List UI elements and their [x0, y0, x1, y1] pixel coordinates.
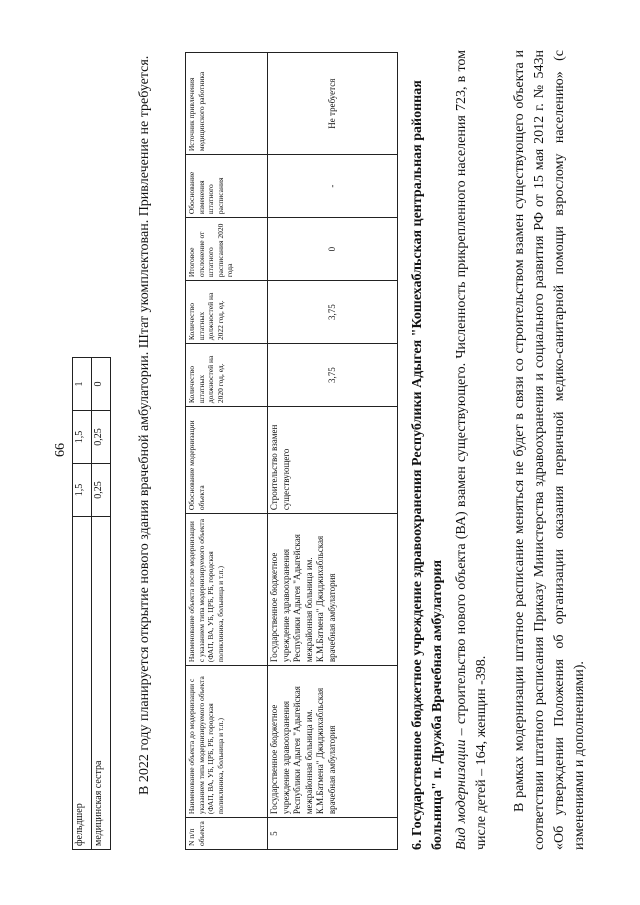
- page-number: 66: [53, 443, 68, 457]
- cell-deviation: 0: [268, 218, 398, 281]
- cell-name-before: Государственное бюджетное учреждение здравоохранения Республики Адыгея "Адыгейская межрайонная больница им. К.М.Батмена" Джиджихабльская врачебная амбулатория: [268, 666, 398, 818]
- table-row: [73, 358, 92, 850]
- cell-positions-2020: 3,75: [268, 344, 398, 407]
- header-num: N п/п объекта: [186, 818, 268, 850]
- staff-value: 0: [92, 358, 111, 411]
- staff-table: [72, 357, 111, 850]
- header-source: Источник привлечения медицинского работника: [186, 53, 268, 155]
- staff-value: 1: [73, 358, 92, 411]
- staff-label: фельдшер: [73, 517, 92, 850]
- header-justification: Обоснование модернизации объекта: [186, 407, 268, 514]
- cell-positions-2022: 3,75: [268, 281, 398, 344]
- modernization-objects-table: [185, 52, 398, 850]
- header-positions-2022: Количество штатных должностей на 2022 год, ед.: [186, 281, 268, 344]
- paragraph-modernization-type: [452, 50, 492, 850]
- staff-value: 0,25: [92, 464, 111, 517]
- header-positions-2020: Количество штатных должностей на 2020 год, ед.: [186, 344, 268, 407]
- header-change-reason: Обоснование изменения штатного расписания: [186, 155, 268, 218]
- cell-name-after: Государственное бюджетное учреждение здравоохранения Республики Адыгея "Адыгейская межрайонная больница им. К.М.Батмена" Джиджихабльская врачебная амбулатория: [268, 514, 398, 666]
- table-header-row: [186, 53, 268, 850]
- staff-value: 0,25: [92, 411, 111, 464]
- cell-justification: Строительство взамен существующего: [268, 407, 398, 514]
- staff-value: 1,5: [73, 464, 92, 517]
- modernization-type-text: – строительство нового объекта (ВА) взамен существующего. Численность прикрепленного населения 723, в том числе детей – 164, женщин -398.: [454, 50, 489, 850]
- staff-value: 1,5: [73, 411, 92, 464]
- paragraph-staffing-schedule: В рамках модернизации штатное расписание меняться не будет в связи со строительством взамен существующего объекта и соответствии штатного расписания Приказу Министерства здравоохранения и социального развития РФ от 15 мая 2012 г. № 543н «Об утверждении Положения об организации оказания первичной медико-санитарной помощи взрослому населению» (с изменениями и дополнениями).: [512, 50, 587, 850]
- table-row: [92, 358, 111, 850]
- cell-source: Не требуется: [268, 53, 398, 155]
- modernization-type-label: Вид модернизации: [454, 739, 469, 850]
- header-deviation: Итоговое отклонение от штатного расписания 2020 года: [186, 218, 268, 281]
- cell-change-reason: -: [268, 155, 398, 218]
- section-heading: 6. Государственное бюджетное учреждение здравоохранения Республики Адыгея "Кошехабльская центральная районная больница" п. Дружба Врачебная амбулатория: [410, 80, 445, 850]
- header-name-before: Наименование объекта до модернизации с указанием типа модернизируемого объекта (ФАП, ВА, УБ, ЦРБ, РБ, городская поликлиника, больница и т.п.): [186, 666, 268, 818]
- rotated-document-page: [40, 50, 587, 850]
- table-row: [268, 53, 398, 850]
- header-name-after: Наименование объекта после модернизации с указанием типа модернизируемого объекта (ФАП, ВА, УБ, ЦРБ, РБ, городская поликлиника, больница и т.п.): [186, 514, 268, 666]
- cell-num: 5: [268, 818, 398, 850]
- staff-label: медицинская сестра: [92, 517, 111, 850]
- paragraph-staffing: В 2022 году планируется открытие нового здания врачебной амбулатории. Штат укомплектован. Привлечение не требуется.: [137, 55, 152, 795]
